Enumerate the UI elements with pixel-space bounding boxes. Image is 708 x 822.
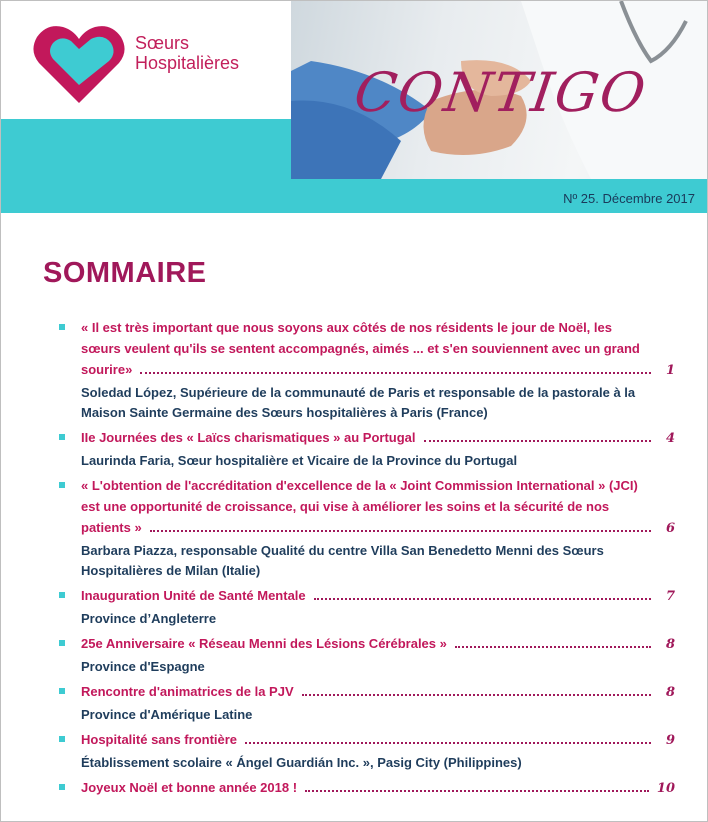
author-line: Établissement scolaire « Ángel Guardián Inc. », Pasig City (Philippines) [81,755,522,770]
toc-entry[interactable] [59,585,675,607]
page-number: 4 [665,431,675,446]
magazine-title: CONTIGO [350,61,652,124]
dot-leader [150,530,651,532]
toc-entry-title-line: patients » [81,520,142,535]
author-line: Laurinda Faria, Sœur hospitalière et Vicaire de la Province du Portugal [81,453,518,468]
brand-name [135,33,239,73]
page-number: 7 [665,589,675,604]
toc-entry-author [59,657,675,677]
brand-line1: Sœurs [135,33,189,53]
bullet-icon [59,434,65,440]
brand-line2: Hospitalières [135,53,240,73]
dot-leader [302,694,651,696]
toc-entry-author [59,541,675,581]
toc-entry[interactable] [59,475,675,539]
dot-leader [314,598,651,600]
author-line: Province d'Amérique Latine [81,707,253,722]
dot-leader [305,790,649,792]
toc-entry-title-line: est une opportunité de croissance, qui vise à améliorer les soins et la sécurité de nos [81,499,610,514]
page-number: 10 [656,781,675,796]
author-line: Hospitalières de Milan (Italie) [81,563,261,578]
toc-entry-title-line: « Il est très important que nous soyons aux côtés de nos résidents le jour de Noël, les [81,320,612,335]
sommaire-heading: SOMMAIRE [43,257,207,289]
page-number: 9 [665,733,675,748]
toc-entry[interactable] [59,729,675,751]
bullet-icon [59,736,65,742]
toc-entry-title-line: 25e Anniversaire « Réseau Menni des Lésions Cérébrales » [81,636,447,651]
toc-entry-title-line: Inauguration Unité de Santé Mentale [81,588,306,603]
heart-logo-icon [31,23,127,107]
toc-entry-title-line: Rencontre d'animatrices de la PJV [81,684,294,699]
author-line: Barbara Piazza, responsable Qualité du centre Villa San Benedetto Menni des Sœurs [81,543,604,558]
toc-entry-title-line: Hospitalité sans frontière [81,732,238,747]
table-of-contents [59,317,675,799]
bullet-icon [59,784,65,790]
toc-entry-author [59,609,675,629]
bullet-icon [59,592,65,598]
toc-entry[interactable] [59,317,675,381]
page-number: 1 [665,363,675,378]
toc-entry-title-line: Joyeux Noël et bonne année 2018 ! [81,780,298,795]
toc-entry-title-line: « L'obtention de l'accréditation d'excellence de la « Joint Commission International » (JCI) [81,478,638,493]
toc-entry[interactable] [59,777,675,799]
toc-entry-title-line: sœurs veulent qu'ils se sentent accompagnés, aimés ... et s'en souviennent avec un grand [81,341,640,356]
dot-leader [455,646,651,648]
page-number: 8 [665,685,675,700]
author-line: Province d'Espagne [81,659,205,674]
dot-leader [424,440,651,442]
author-line: Province d’Angleterre [81,611,217,626]
toc-entry[interactable] [59,427,675,449]
toc-entry-title-line: IIe Journées des « Laïcs charismatiques » au Portugal [81,430,416,445]
bullet-icon [59,640,65,646]
issue-label: Nº 25. Décembre 2017 [563,191,695,206]
toc-entry-author [59,383,675,423]
toc-entry[interactable] [59,681,675,703]
author-line: Soledad López, Supérieure de la communauté de Paris et responsable de la pastorale à la [81,385,636,400]
bullet-icon [59,482,65,488]
author-line: Maison Sainte Germaine des Sœurs hospitalières à Paris (France) [81,405,488,420]
toc-entry-author [59,753,675,773]
bullet-icon [59,688,65,694]
bullet-icon [59,324,65,330]
toc-entry[interactable] [59,633,675,655]
toc-entry-author [59,705,675,725]
page-number: 6 [665,521,675,536]
toc-entry-author [59,451,675,471]
dot-leader [245,742,651,744]
page-number: 8 [665,637,675,652]
toc-entry-title-line: sourire» [81,362,133,377]
dot-leader [140,372,651,374]
